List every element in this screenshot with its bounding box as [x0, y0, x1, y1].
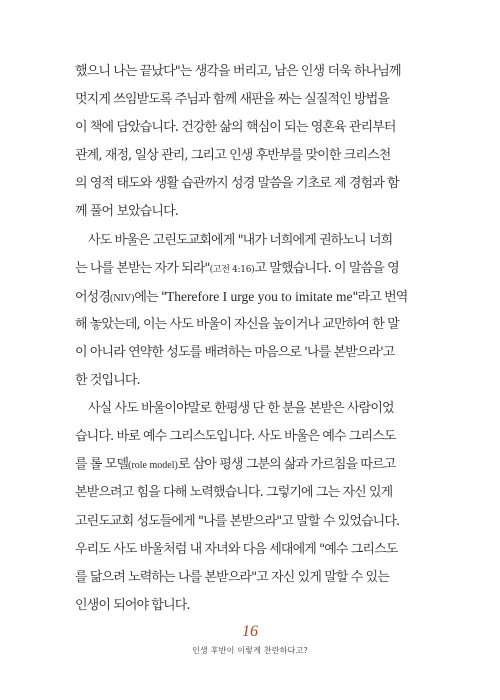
text-line: 관계, 재정, 일상 관리, 그리고 인생 후반부를 맞이한 크리스천 [75, 148, 391, 164]
scripture-reference: (고전 4:16) [209, 264, 255, 275]
text-line: 고린도교회 성도들에게 "나를 본받으라"고 말할 수 있었습니다. [75, 513, 400, 529]
text-segment: 에는 " [134, 289, 167, 305]
text-line: 를 닮으려 노력하는 나를 본받으라"고 자신 있게 말할 수 있는 [75, 569, 389, 585]
text-segment: 는 나를 본받는 자가 되라" [75, 260, 210, 276]
body-text [75, 58, 425, 620]
text-line: 한 것입니다. [75, 373, 140, 389]
text-line: 이 아니라 연약한 성도를 배려하는 마음으로 '나를 본받으라'고 [75, 344, 395, 360]
text-segment: "라고 번역 [352, 289, 408, 305]
text-line: 했으니 나는 끝났다"는 생각을 버리고, 남은 인생 더욱 하나님께 [75, 64, 401, 79]
running-footer-title: 인생 후반이 이렇게 찬란하다고? [192, 646, 308, 655]
english-term: (role model) [128, 460, 178, 472]
text-line: 멋지게 쓰임받도록 주님과 함께 새판을 짜는 실질적인 방법을 [75, 92, 390, 108]
text-segment: 로 삼아 평생 그분의 삶과 가르침을 따르고 [177, 457, 396, 473]
text-line [75, 283, 425, 311]
text-segment: 를 롤 모델 [75, 457, 129, 473]
version-abbreviation: (NIV) [109, 292, 135, 304]
text-line [75, 255, 425, 283]
paragraph-1 [75, 58, 425, 227]
text-line: 께 풀어 보았습니다. [75, 204, 178, 220]
text-line: 본받으려고 힘을 다해 노력했습니다. 그렇기에 그는 자신 있게 [75, 485, 393, 501]
text-line: 습니다. 바로 예수 그리스도입니다. 사도 바울은 예수 그리스도 [75, 429, 396, 445]
text-line: 이 책에 담았습니다. 건강한 삶의 핵심이 되는 영혼육 관리부터 [75, 120, 396, 136]
text-line [75, 451, 425, 479]
text-line: 의 영적 태도와 생활 습관까지 성경 말씀을 기초로 제 경험과 함 [75, 176, 399, 192]
text-line: 사실 사도 바울이야말로 한평생 단 한 분을 본받은 사람이었 [88, 401, 394, 417]
text-line: 해 놓았는데, 이는 사도 바울이 자신을 높이거나 교만하여 한 말 [75, 316, 399, 332]
text-line: 우리도 사도 바울처럼 내 자녀와 다음 세대에게 "예수 그리스도 [75, 541, 398, 557]
text-segment: 고 말했습니다. 이 말씀을 영 [254, 260, 399, 276]
text-line: 사도 바울은 고린도교회에게 "내가 너희에게 권하노니 너희 [88, 232, 393, 248]
text-line: 인생이 되어야 합니다. [75, 597, 190, 613]
english-quote: Therefore I urge you to imitate me [166, 288, 353, 304]
paragraph-2 [75, 227, 425, 396]
text-segment: 어성경 [75, 289, 110, 305]
page-number: 16 [242, 623, 258, 640]
paragraph-3 [75, 395, 425, 620]
